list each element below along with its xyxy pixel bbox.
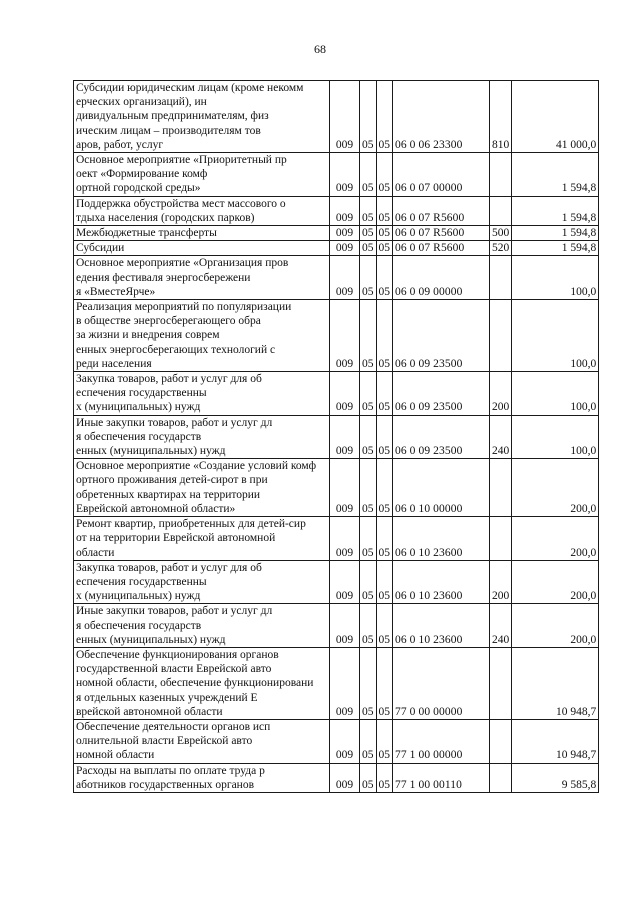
kbk-subsection-cell: 05 xyxy=(376,459,393,517)
kbk-ved-cell: 009 xyxy=(330,415,360,459)
kbk-expense-type-cell: 240 xyxy=(490,604,512,648)
kbk-section-cell: 05 xyxy=(360,517,377,561)
kbk-target-article-cell: 06 0 07 R5600 xyxy=(393,241,490,256)
kbk-section-cell: 05 xyxy=(360,153,377,197)
expense-name-cell: Обеспечение деятельности органов исп олнительной власти Еврейской авто номной области xyxy=(74,719,330,763)
table-row xyxy=(74,153,599,197)
kbk-expense-type-cell: 500 xyxy=(490,226,512,241)
kbk-section-cell: 05 xyxy=(360,300,377,372)
amount-cell: 1 594,8 xyxy=(512,196,599,225)
kbk-ved-cell: 009 xyxy=(330,153,360,197)
kbk-target-article-cell: 06 0 07 00000 xyxy=(393,153,490,197)
amount-cell: 200,0 xyxy=(512,604,599,648)
kbk-target-article-cell: 06 0 07 R5600 xyxy=(393,196,490,225)
kbk-section-cell: 05 xyxy=(360,459,377,517)
kbk-ved-cell: 009 xyxy=(330,300,360,372)
kbk-ved-cell: 009 xyxy=(330,763,360,792)
kbk-ved-cell: 009 xyxy=(330,372,360,416)
table-row xyxy=(74,81,599,153)
kbk-section-cell: 05 xyxy=(360,372,377,416)
expense-name-cell: Иные закупки товаров, работ и услуг дл я обеспечения государств енных (муниципальных) нужд xyxy=(74,415,330,459)
table-row xyxy=(74,372,599,416)
amount-cell: 100,0 xyxy=(512,372,599,416)
table-row xyxy=(74,719,599,763)
kbk-subsection-cell: 05 xyxy=(376,300,393,372)
amount-cell: 1 594,8 xyxy=(512,241,599,256)
expense-name-cell: Расходы на выплаты по оплате труда р аботников государственных органов xyxy=(74,763,330,792)
kbk-expense-type-cell xyxy=(490,459,512,517)
expense-name-cell: Иные закупки товаров, работ и услуг дл я обеспечения государств енных (муниципальных) нужд xyxy=(74,604,330,648)
kbk-subsection-cell: 05 xyxy=(376,226,393,241)
table-row xyxy=(74,415,599,459)
amount-cell: 100,0 xyxy=(512,300,599,372)
kbk-ved-cell: 009 xyxy=(330,517,360,561)
kbk-subsection-cell: 05 xyxy=(376,560,393,604)
kbk-section-cell: 05 xyxy=(360,763,377,792)
kbk-subsection-cell: 05 xyxy=(376,719,393,763)
kbk-section-cell: 05 xyxy=(360,256,377,300)
kbk-target-article-cell: 77 1 00 00110 xyxy=(393,763,490,792)
table-row xyxy=(74,763,599,792)
kbk-expense-type-cell: 810 xyxy=(490,81,512,153)
expense-name-cell: Основное мероприятие «Организация пров едения фестиваля энергосбережени я «ВместеЯрче» xyxy=(74,256,330,300)
kbk-ved-cell: 009 xyxy=(330,560,360,604)
kbk-expense-type-cell: 200 xyxy=(490,372,512,416)
kbk-expense-type-cell xyxy=(490,300,512,372)
kbk-target-article-cell: 06 0 09 23500 xyxy=(393,300,490,372)
table-row xyxy=(74,256,599,300)
kbk-subsection-cell: 05 xyxy=(376,256,393,300)
kbk-ved-cell: 009 xyxy=(330,241,360,256)
table-row xyxy=(74,300,599,372)
kbk-section-cell: 05 xyxy=(360,226,377,241)
kbk-target-article-cell: 06 0 10 23600 xyxy=(393,604,490,648)
amount-cell: 100,0 xyxy=(512,256,599,300)
kbk-section-cell: 05 xyxy=(360,415,377,459)
kbk-ved-cell: 009 xyxy=(330,459,360,517)
table-row xyxy=(74,560,599,604)
kbk-subsection-cell: 05 xyxy=(376,415,393,459)
table-row xyxy=(74,604,599,648)
kbk-subsection-cell: 05 xyxy=(376,241,393,256)
kbk-target-article-cell: 06 0 06 23300 xyxy=(393,81,490,153)
table-row xyxy=(74,226,599,241)
amount-cell: 1 594,8 xyxy=(512,226,599,241)
kbk-section-cell: 05 xyxy=(360,647,377,719)
kbk-subsection-cell: 05 xyxy=(376,153,393,197)
table-row xyxy=(74,196,599,225)
kbk-ved-cell: 009 xyxy=(330,647,360,719)
kbk-expense-type-cell xyxy=(490,647,512,719)
expense-name-cell: Закупка товаров, работ и услуг для об еспечения государственны х (муниципальных) нужд xyxy=(74,560,330,604)
kbk-expense-type-cell xyxy=(490,517,512,561)
kbk-target-article-cell: 06 0 10 23600 xyxy=(393,517,490,561)
amount-cell: 200,0 xyxy=(512,517,599,561)
kbk-target-article-cell: 06 0 10 00000 xyxy=(393,459,490,517)
kbk-subsection-cell: 05 xyxy=(376,196,393,225)
kbk-expense-type-cell xyxy=(490,153,512,197)
kbk-target-article-cell: 06 0 07 R5600 xyxy=(393,226,490,241)
kbk-ved-cell: 009 xyxy=(330,256,360,300)
expense-name-cell: Обеспечение функционирования органов государственной власти Еврейской авто номной области, обеспечение функционировани я отдельных казенных учреждений Е врейской автономной области xyxy=(74,647,330,719)
amount-cell: 10 948,7 xyxy=(512,647,599,719)
kbk-ved-cell: 009 xyxy=(330,604,360,648)
expense-name-cell: Закупка товаров, работ и услуг для об еспечения государственны х (муниципальных) нужд xyxy=(74,372,330,416)
kbk-target-article-cell: 77 1 00 00000 xyxy=(393,719,490,763)
kbk-ved-cell: 009 xyxy=(330,226,360,241)
kbk-subsection-cell: 05 xyxy=(376,647,393,719)
expense-name-cell: Основное мероприятие «Приоритетный пр оект «Формирование комф ортной городской среды» xyxy=(74,153,330,197)
kbk-expense-type-cell: 520 xyxy=(490,241,512,256)
expense-name-cell: Ремонт квартир, приобретенных для детей-сир от на территории Еврейской автономной области xyxy=(74,517,330,561)
kbk-section-cell: 05 xyxy=(360,604,377,648)
expense-name-cell: Поддержка обустройства мест массового о тдыха населения (городских парков) xyxy=(74,196,330,225)
expense-name-cell: Субсидии юридическим лицам (кроме некомм ерческих организаций), ин дивидуальным предпринимателям, физ ическим лицам – производителям тов аров, работ, услуг xyxy=(74,81,330,153)
table-row xyxy=(74,459,599,517)
kbk-subsection-cell: 05 xyxy=(376,763,393,792)
kbk-expense-type-cell xyxy=(490,196,512,225)
expense-name-cell: Основное мероприятие «Создание условий комф ортного проживания детей-сирот в при обретенных квартирах на территории Еврейской автономной области» xyxy=(74,459,330,517)
kbk-section-cell: 05 xyxy=(360,81,377,153)
amount-cell: 41 000,0 xyxy=(512,81,599,153)
expense-name-cell: Межбюджетные трансферты xyxy=(74,226,330,241)
kbk-subsection-cell: 05 xyxy=(376,81,393,153)
kbk-expense-type-cell: 200 xyxy=(490,560,512,604)
amount-cell: 200,0 xyxy=(512,459,599,517)
kbk-subsection-cell: 05 xyxy=(376,517,393,561)
amount-cell: 10 948,7 xyxy=(512,719,599,763)
kbk-expense-type-cell: 240 xyxy=(490,415,512,459)
kbk-target-article-cell: 06 0 09 23500 xyxy=(393,415,490,459)
expense-name-cell: Реализация мероприятий по популяризации в обществе энергосберегающего обра за жизни и внедрения соврем енных энергосберегающих технологий с реди населения xyxy=(74,300,330,372)
amount-cell: 1 594,8 xyxy=(512,153,599,197)
kbk-target-article-cell: 06 0 09 23500 xyxy=(393,372,490,416)
kbk-ved-cell: 009 xyxy=(330,719,360,763)
kbk-section-cell: 05 xyxy=(360,560,377,604)
kbk-section-cell: 05 xyxy=(360,719,377,763)
kbk-target-article-cell: 06 0 10 23600 xyxy=(393,560,490,604)
table-row xyxy=(74,517,599,561)
amount-cell: 100,0 xyxy=(512,415,599,459)
kbk-expense-type-cell xyxy=(490,719,512,763)
kbk-expense-type-cell xyxy=(490,763,512,792)
kbk-subsection-cell: 05 xyxy=(376,372,393,416)
table-row xyxy=(74,241,599,256)
kbk-section-cell: 05 xyxy=(360,196,377,225)
kbk-ved-cell: 009 xyxy=(330,81,360,153)
kbk-target-article-cell: 06 0 09 00000 xyxy=(393,256,490,300)
budget-table xyxy=(73,80,599,793)
kbk-target-article-cell: 77 0 00 00000 xyxy=(393,647,490,719)
expense-name-cell: Субсидии xyxy=(74,241,330,256)
amount-cell: 200,0 xyxy=(512,560,599,604)
kbk-expense-type-cell xyxy=(490,256,512,300)
kbk-section-cell: 05 xyxy=(360,241,377,256)
kbk-ved-cell: 009 xyxy=(330,196,360,225)
kbk-subsection-cell: 05 xyxy=(376,604,393,648)
amount-cell: 9 585,8 xyxy=(512,763,599,792)
page-number: 68 xyxy=(314,42,326,56)
table-row xyxy=(74,647,599,719)
